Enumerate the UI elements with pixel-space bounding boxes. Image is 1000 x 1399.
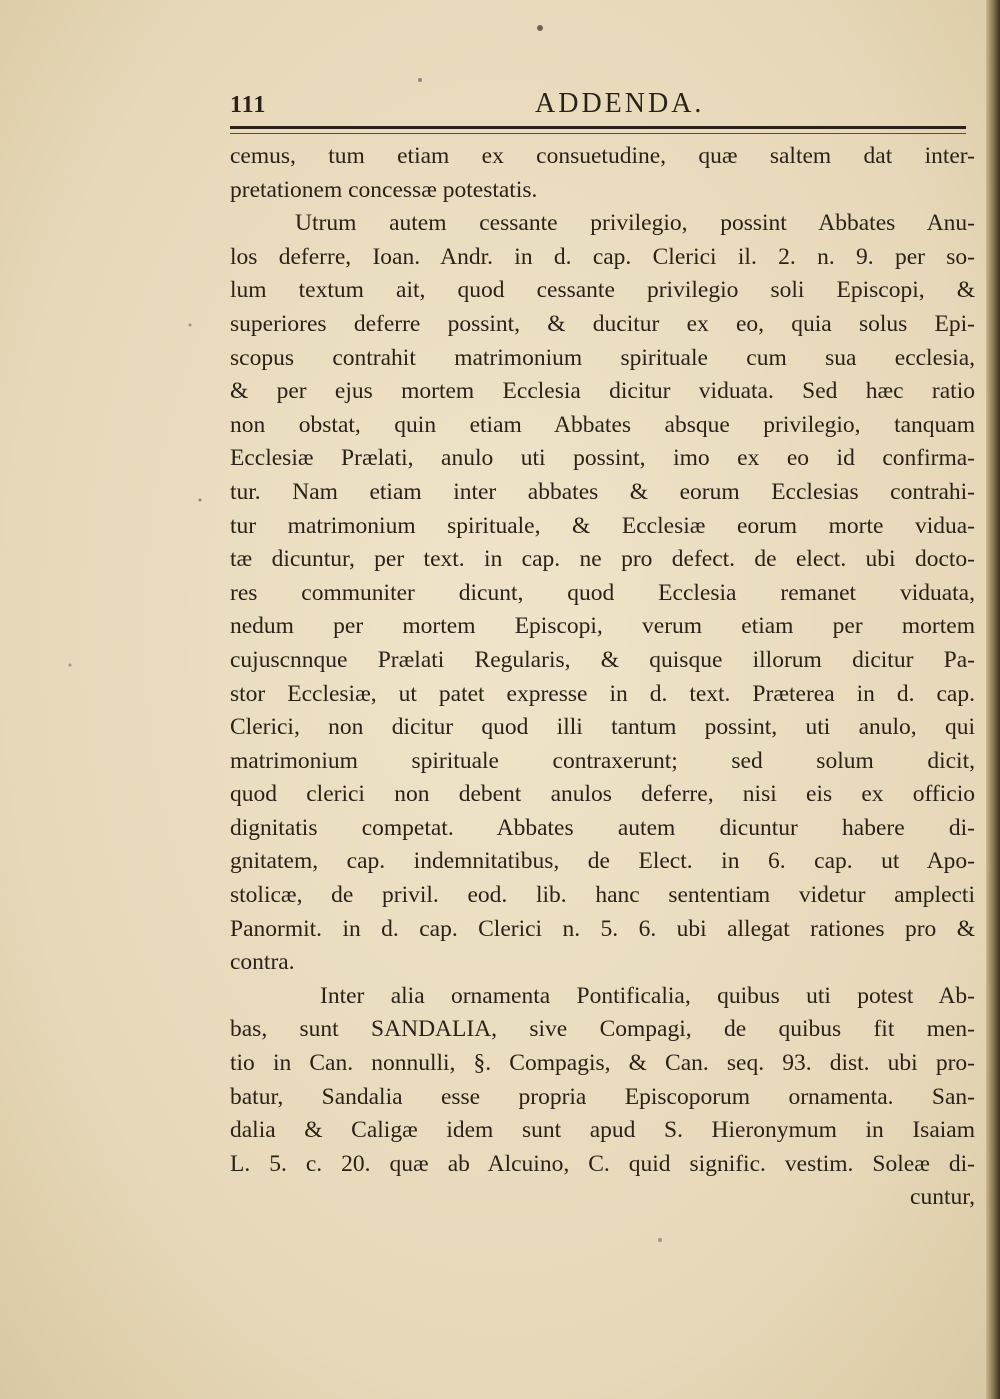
text-line: dignitatis competat. Abbates autem dicuntur habere di- xyxy=(230,814,975,841)
page-header xyxy=(230,88,970,124)
text-line: pretationem concessæ potestatis. xyxy=(230,176,538,203)
text-line: stolicæ, de privil. eod. lib. hanc sententiam videtur amplecti xyxy=(230,882,975,909)
text-line: nedum per mortem Episcopi, verum etiam per mortem xyxy=(230,613,975,640)
text-line: tæ dicuntur, per text. in cap. ne pro defect. de elect. ubi docto- xyxy=(230,546,975,573)
text-line: batur, Sandalia esse propria Episcoporum ornamenta. San- xyxy=(230,1083,975,1110)
text-line: Ecclesiæ Prælati, anulo uti possint, imo ex eo id confirma- xyxy=(230,445,975,472)
text-line: bas, sunt SANDALIA, sive Compagi, de quibus fit men- xyxy=(230,1016,975,1043)
text-line: lum textum ait, quod cessante privilegio soli Episcopi, & xyxy=(230,277,975,304)
page-edge-shadow xyxy=(986,0,1000,1399)
text-line: L. 5. c. 20. quæ ab Alcuino, C. quid signific. vestim. Soleæ di- xyxy=(230,1150,975,1177)
text-line: gnitatem, cap. indemnitatibus, de Elect. in 6. cap. ut Apo- xyxy=(230,848,975,875)
ink-speck xyxy=(418,78,422,82)
header-rule xyxy=(230,126,966,134)
text-line: Clerici, non dicitur quod illi tantum possint, uti anulo, qui xyxy=(230,714,975,741)
text-line: tio in Can. nonnulli, §. Compagis, & Can. seq. 93. dist. ubi pro- xyxy=(230,1050,975,1077)
running-title: ADDENDA. xyxy=(535,88,705,119)
text-line: stor Ecclesiæ, ut patet expresse in d. text. Præterea in d. cap. xyxy=(230,680,975,707)
text-line: contra. xyxy=(230,949,295,976)
text-line: dalia & Caligæ idem sunt apud S. Hieronymum in Isaiam xyxy=(230,1117,975,1144)
ink-speck xyxy=(189,324,192,327)
text-line: tur. Nam etiam inter abbates & eorum Ecclesias contrahi- xyxy=(230,478,975,505)
text-line: superiores deferre possint, & ducitur ex eo, quia solus Epi- xyxy=(230,310,975,337)
text-line: matrimonium spirituale contraxerunt; sed solum dicit, xyxy=(230,747,975,774)
text-line: cemus, tum etiam ex consuetudine, quæ saltem dat inter- xyxy=(230,143,975,169)
text-line: scopus contrahit matrimonium spirituale cum sua ecclesia, xyxy=(230,344,975,371)
text-line: Panormit. in d. cap. Clerici n. 5. 6. ubi allegat rationes pro & xyxy=(230,915,975,942)
ink-speck xyxy=(658,1238,662,1242)
text-line: res communiter dicunt, quod Ecclesia remanet viduata, xyxy=(230,579,975,606)
page-number: 111 xyxy=(230,92,267,118)
text-line: Utrum autem cessante privilegio, possint Abbates Anu- xyxy=(295,210,975,237)
ink-speck xyxy=(537,25,543,31)
text-line: quod clerici non debent anulos deferre, nisi eis ex officio xyxy=(230,781,975,808)
text-block xyxy=(230,140,975,1215)
text-line: tur matrimonium spirituale, & Ecclesiæ eorum morte vidua- xyxy=(230,512,975,539)
ink-speck xyxy=(199,499,202,502)
text-line: Inter alia ornamenta Pontificalia, quibus uti potest Ab- xyxy=(320,982,975,1009)
text-line: los deferre, Ioan. Andr. in d. cap. Clerici il. 2. n. 9. per so- xyxy=(230,243,975,270)
ink-speck xyxy=(69,664,72,667)
text-line: cuntur, xyxy=(910,1184,975,1211)
text-line: & per ejus mortem Ecclesia dicitur viduata. Sed hæc ratio xyxy=(230,378,975,405)
text-line: cujuscnnque Prælati Regularis, & quisque illorum dicitur Pa- xyxy=(230,646,975,673)
text-line: non obstat, quin etiam Abbates absque privilegio, tanquam xyxy=(230,411,975,438)
